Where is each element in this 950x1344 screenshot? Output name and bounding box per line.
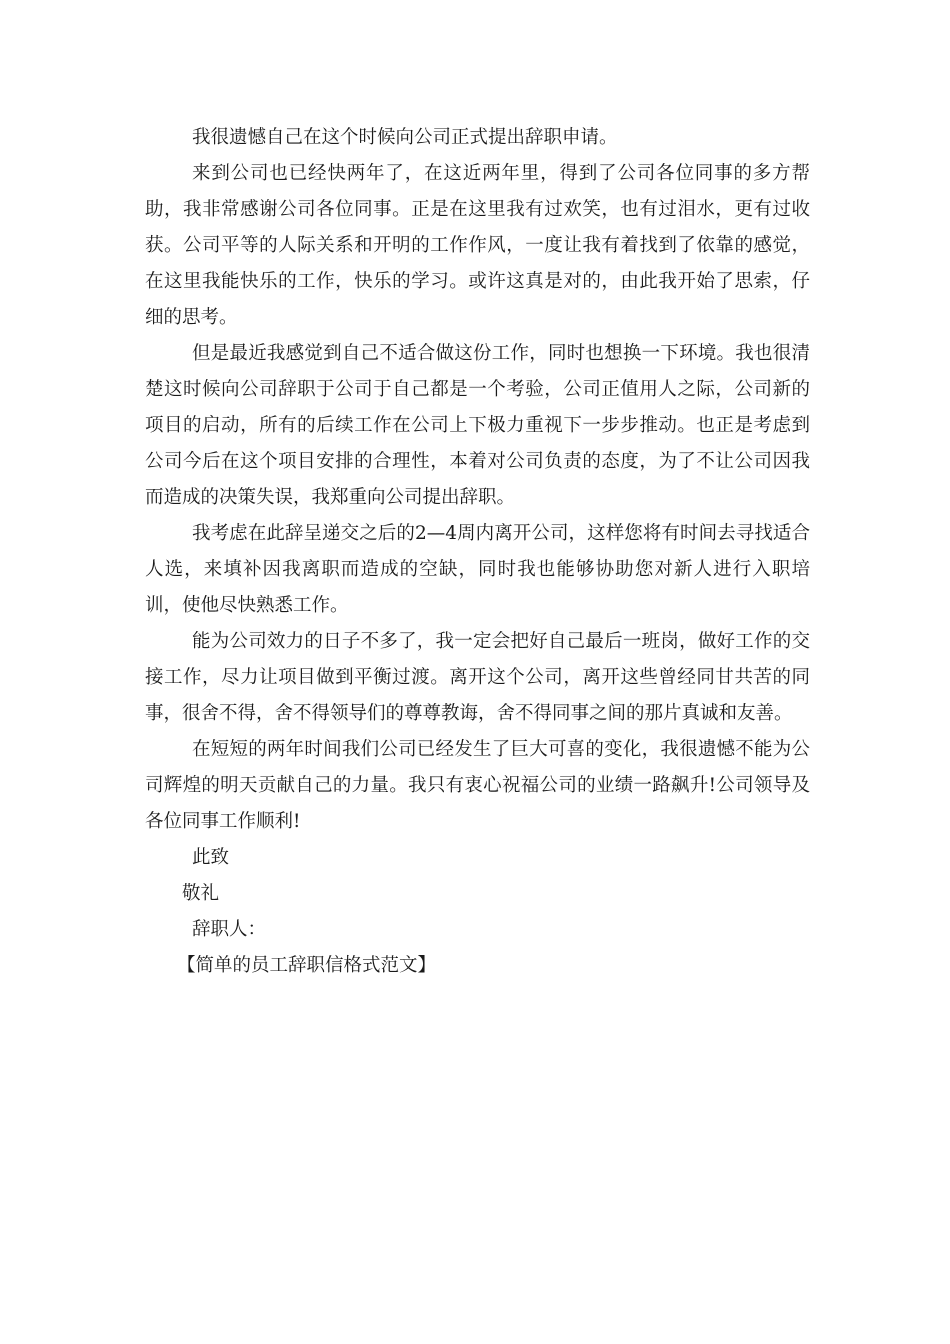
signature-label: 辞职人： [192, 919, 267, 940]
closing-regards: 此致 [192, 847, 230, 868]
paragraph-timeline: 我考虑在此辞呈递交之后的2—4周内离开公司，这样您将有时间去寻找适合人选，来填补因我离职而造成的空缺，同时我也能够协助您对新人进行入职培训，使他尽快熟悉工作。 [145, 523, 810, 616]
closing-salute: 敬礼 [182, 883, 220, 904]
section-title: 【简单的员工辞职信格式范文】 [177, 955, 437, 976]
paragraph-wishes: 在短短的两年时间我们公司已经发生了巨大可喜的变化，我很遗憾不能为公司辉煌的明天贡献自己的力量。我只有衷心祝福公司的业绩一路飙升!公司领导及各位同事工作顺利! [145, 739, 810, 832]
letter-body [145, 120, 810, 984]
paragraph-opening: 我很遗憾自己在这个时候向公司正式提出辞职申请。 [192, 127, 618, 148]
paragraph-gratitude: 来到公司也已经快两年了，在这近两年里，得到了公司各位同事的多方帮助，我非常感谢公司各位同事。正是在这里我有过欢笑，也有过泪水，更有过收获。公司平等的人际关系和开明的工作作风，一度让我有着找到了依靠的感觉，在这里我能快乐的工作，快乐的学习。或许这真是对的，由此我开始了思索，仔细的思考。 [145, 163, 810, 328]
paragraph-reason: 但是最近我感觉到自己不适合做这份工作，同时也想换一下环境。我也很清楚这时候向公司辞职于公司于自己都是一个考验，公司正值用人之际，公司新的项目的启动，所有的后续工作在公司上下极力重视下一步步推动。也正是考虑到公司今后在这个项目安排的合理性，本着对公司负责的态度，为了不让公司因我而造成的决策失误，我郑重向公司提出辞职。 [145, 343, 810, 508]
paragraph-handover: 能为公司效力的日子不多了，我一定会把好自己最后一班岗，做好工作的交接工作，尽力让项目做到平衡过渡。离开这个公司，离开这些曾经同甘共苦的同事，很舍不得，舍不得领导们的尊尊教诲，舍不得同事之间的那片真诚和友善。 [145, 631, 810, 724]
